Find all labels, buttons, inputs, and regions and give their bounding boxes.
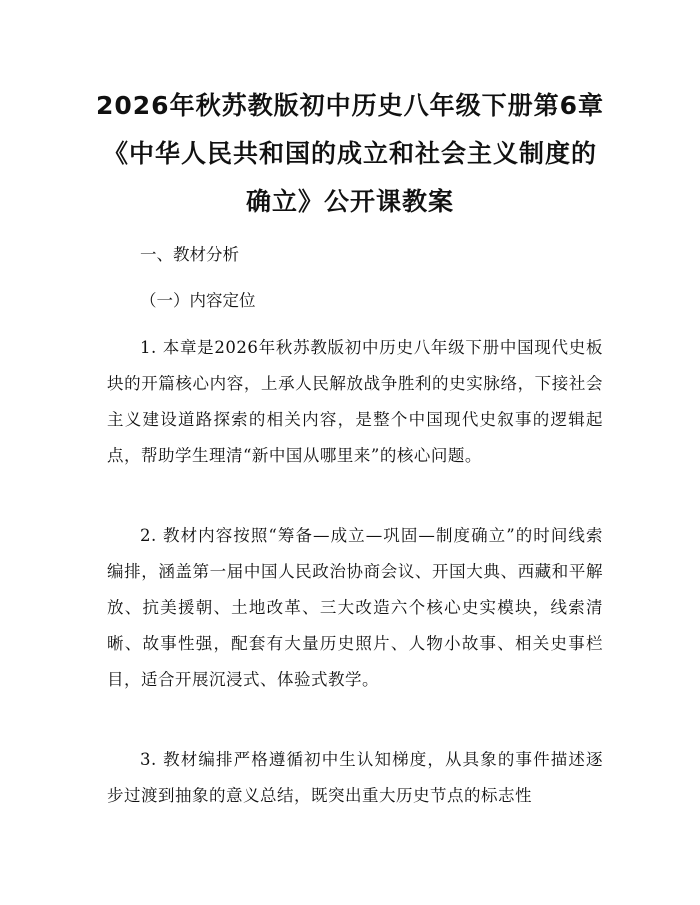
paragraph-3: 3. 教材编排严格遵循初中生认知梯度，从具象的事件描述逐步过渡到抽象的意义总结，既突出重大历史节点的标志性	[107, 750, 603, 805]
title-line-2: 《中华人民共和国的成立和社会主义制度的	[102, 139, 597, 168]
title-line-1: 2026年秋苏教版初中历史八年级下册第6章	[96, 91, 604, 120]
section-heading-1: 一、教材分析	[140, 245, 239, 264]
document-title	[80, 82, 620, 226]
paragraph-2: 2. 教材内容按照“筹备—成立—巩固—制度确立”的时间线索编排，涵盖第一届中国人民政治协商会议、开国大典、西藏和平解放、抗美援朝、土地改革、三大改造六个核心史实模块，线索清晰、故事性强，配套有大量历史照片、人物小故事、相关史事栏目，适合开展沉浸式、体验式教学。	[107, 526, 603, 689]
paragraph-1: 1. 本章是2026年秋苏教版初中历史八年级下册中国现代史板块的开篇核心内容，上承人民解放战争胜利的史实脉络，下接社会主义建设道路探索的相关内容，是整个中国现代史叙事的逻辑起点，帮助学生理清“新中国从哪里来”的核心问题。	[107, 338, 603, 465]
title-line-3: 确立》公开课教案	[245, 187, 454, 216]
section-heading-2: （一）内容定位	[140, 291, 256, 310]
